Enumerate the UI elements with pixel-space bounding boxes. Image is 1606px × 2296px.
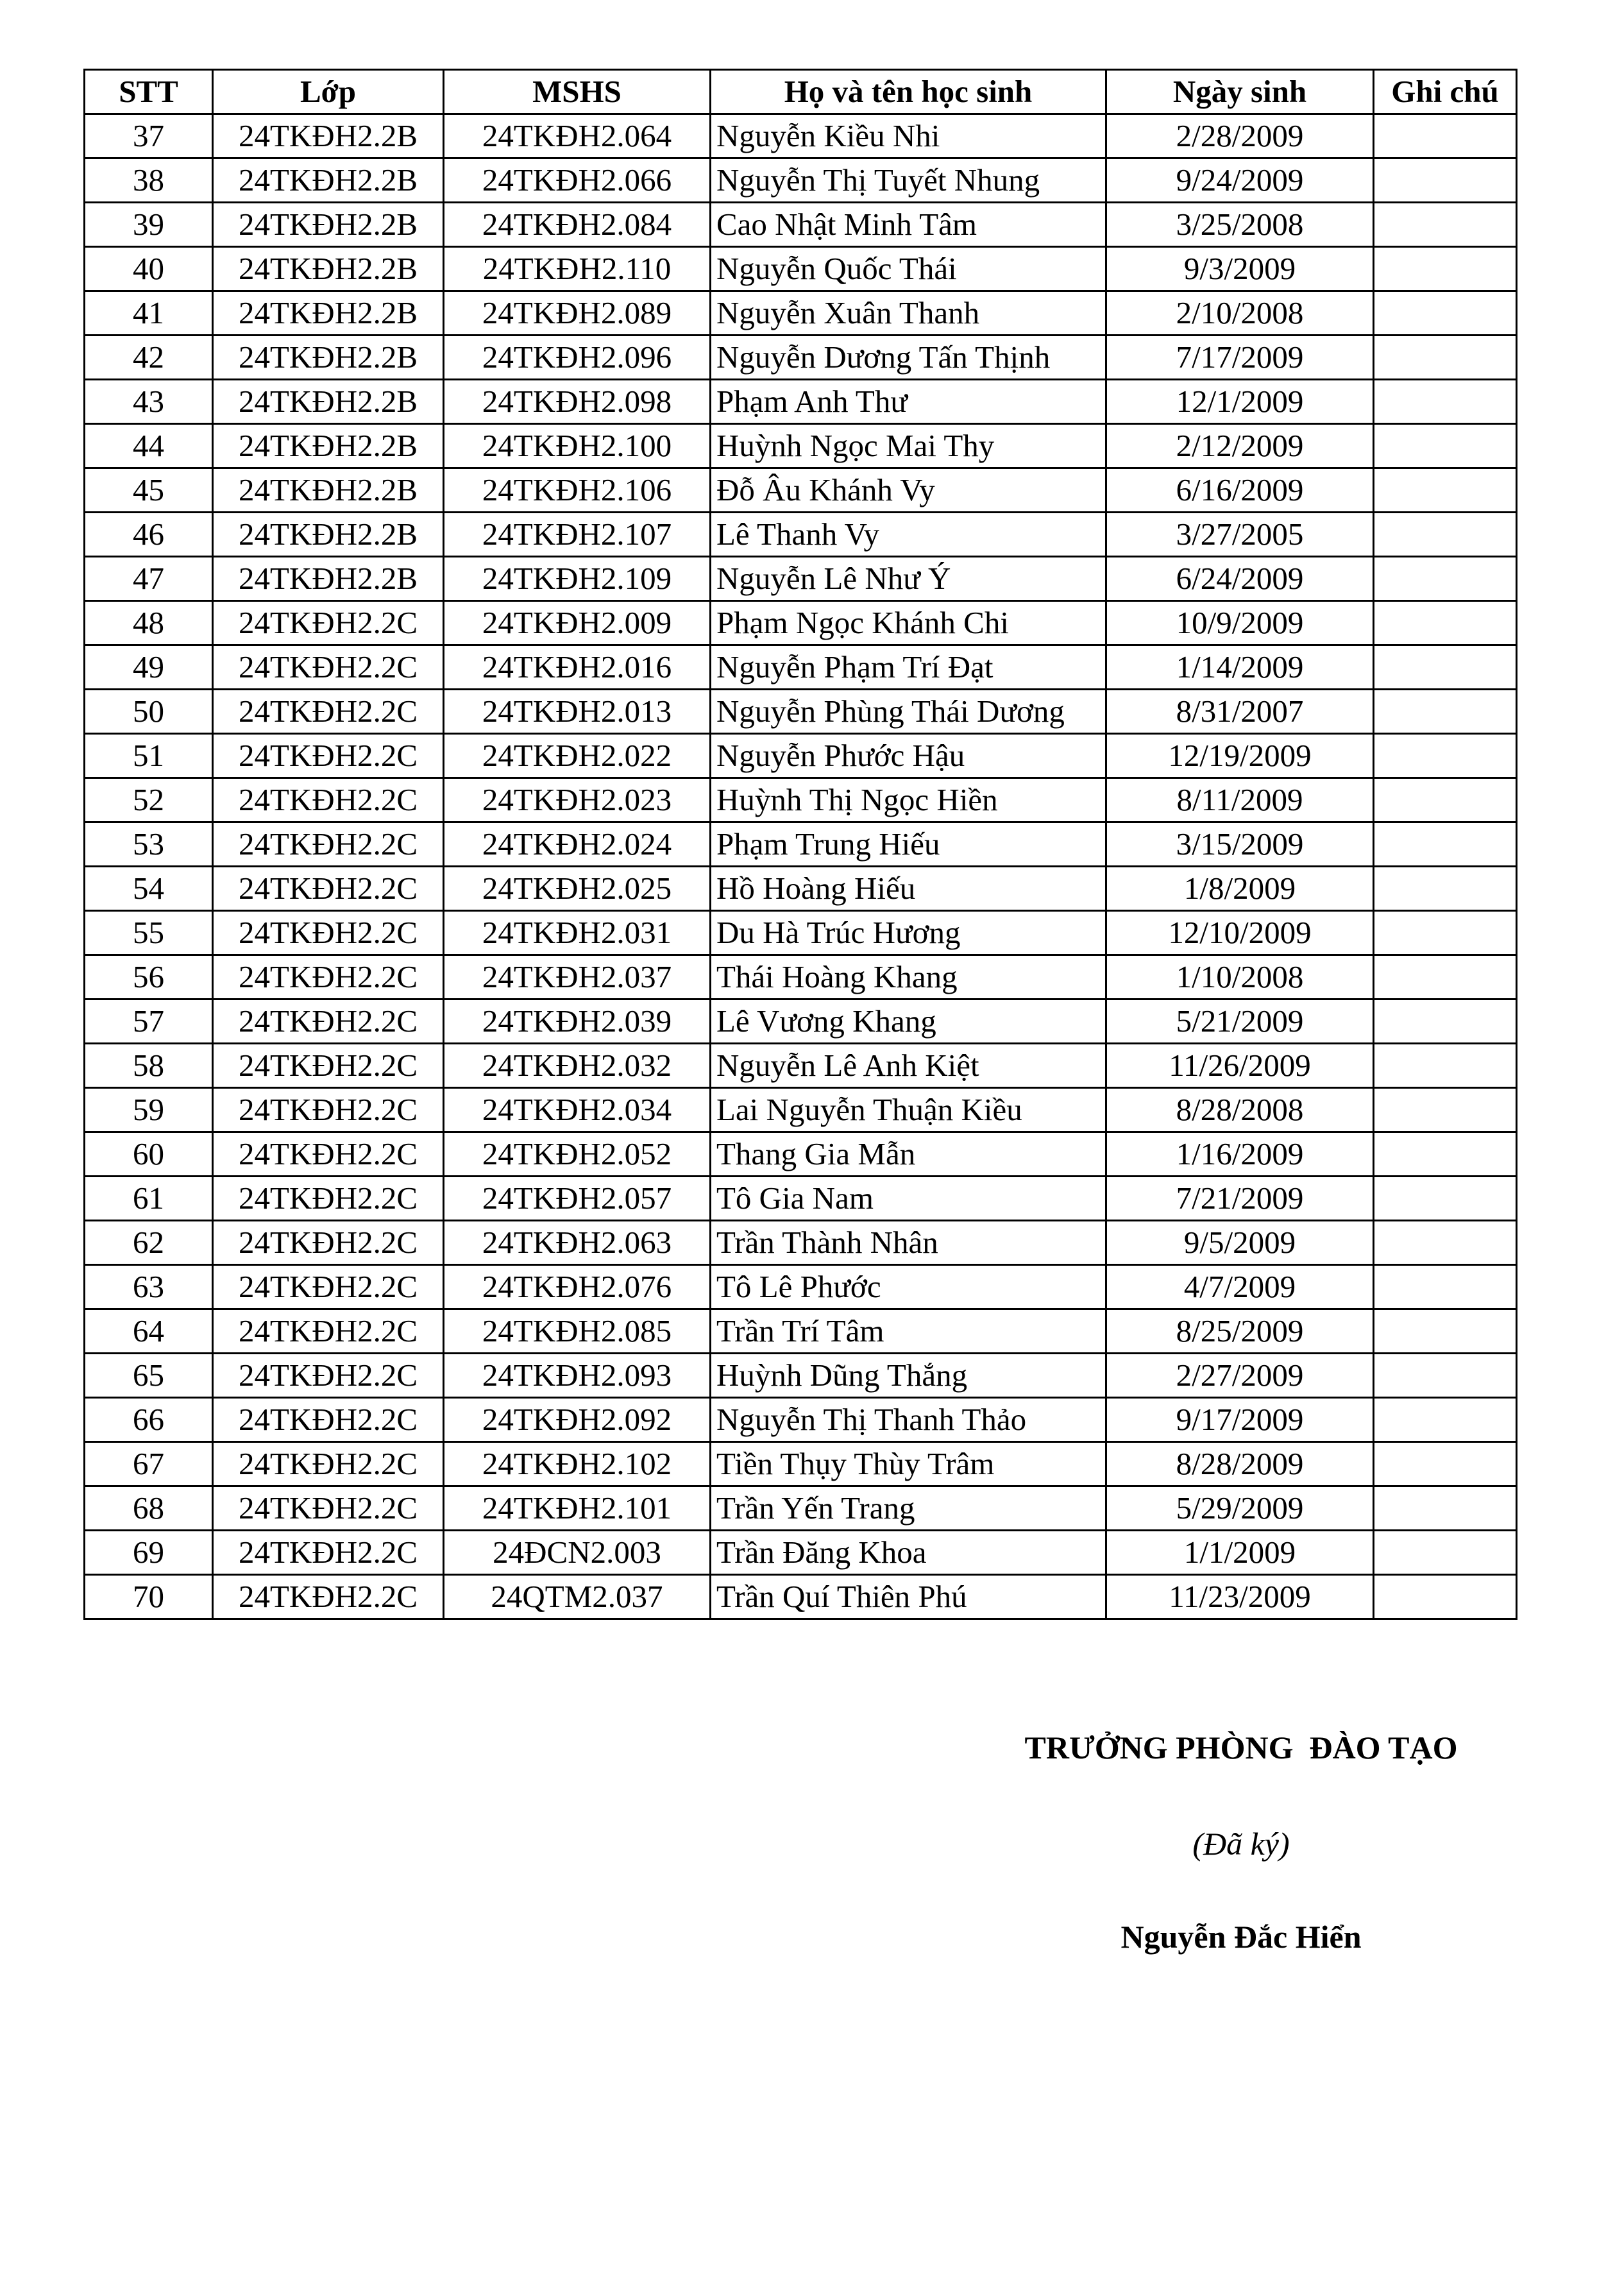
cell-full-name: Nguyễn Lê Anh Kiệt [711, 1044, 1106, 1088]
cell-stt: 54 [85, 867, 213, 911]
cell-student-id: 24TKĐH2.066 [444, 158, 711, 203]
cell-student-id: 24TKĐH2.032 [444, 1044, 711, 1088]
cell-stt: 44 [85, 424, 213, 468]
cell-class: 24TKĐH2.2B [213, 247, 444, 291]
cell-student-id: 24TKĐH2.085 [444, 1309, 711, 1354]
table-header-row [85, 70, 1517, 114]
cell-stt: 40 [85, 247, 213, 291]
cell-student-id: 24TKĐH2.022 [444, 734, 711, 778]
cell-notes [1374, 690, 1517, 734]
table-row [85, 1354, 1517, 1398]
cell-class: 24TKĐH2.2C [213, 1044, 444, 1088]
cell-class: 24TKĐH2.2C [213, 1088, 444, 1132]
cell-birth-date: 6/24/2009 [1106, 557, 1374, 601]
cell-class: 24TKĐH2.2B [213, 424, 444, 468]
table-row [85, 778, 1517, 822]
cell-notes [1374, 513, 1517, 557]
cell-stt: 70 [85, 1575, 213, 1619]
cell-notes [1374, 1221, 1517, 1265]
cell-full-name: Phạm Trung Hiếu [711, 822, 1106, 867]
table-row [85, 690, 1517, 734]
cell-student-id: 24TKĐH2.098 [444, 380, 711, 424]
cell-birth-date: 7/21/2009 [1106, 1177, 1374, 1221]
cell-student-id: 24QTM2.037 [444, 1575, 711, 1619]
cell-student-id: 24TKĐH2.092 [444, 1398, 711, 1442]
cell-stt: 51 [85, 734, 213, 778]
cell-notes [1374, 867, 1517, 911]
cell-stt: 52 [85, 778, 213, 822]
cell-notes [1374, 1575, 1517, 1619]
cell-birth-date: 9/24/2009 [1106, 158, 1374, 203]
cell-notes [1374, 1177, 1517, 1221]
cell-notes [1374, 336, 1517, 380]
cell-full-name: Nguyễn Dương Tấn Thịnh [711, 336, 1106, 380]
cell-stt: 55 [85, 911, 213, 955]
table-row [85, 114, 1517, 158]
table-row [85, 955, 1517, 999]
cell-birth-date: 8/28/2009 [1106, 1442, 1374, 1486]
cell-student-id: 24TKĐH2.024 [444, 822, 711, 867]
cell-student-id: 24TKĐH2.013 [444, 690, 711, 734]
cell-student-id: 24TKĐH2.037 [444, 955, 711, 999]
cell-stt: 65 [85, 1354, 213, 1398]
cell-birth-date: 4/7/2009 [1106, 1265, 1374, 1309]
table-row [85, 513, 1517, 557]
cell-class: 24TKĐH2.2B [213, 557, 444, 601]
table-row [85, 601, 1517, 645]
cell-full-name: Phạm Ngọc Khánh Chi [711, 601, 1106, 645]
cell-student-id: 24TKĐH2.076 [444, 1265, 711, 1309]
signature-title: TRƯỞNG PHÒNG ĐÀO TẠO [1024, 1730, 1458, 1765]
table-row [85, 1177, 1517, 1221]
table-row [85, 380, 1517, 424]
cell-notes [1374, 645, 1517, 690]
cell-birth-date: 11/23/2009 [1106, 1575, 1374, 1619]
cell-birth-date: 10/9/2009 [1106, 601, 1374, 645]
table-row [85, 1309, 1517, 1354]
cell-stt: 41 [85, 291, 213, 336]
cell-class: 24TKĐH2.2C [213, 1398, 444, 1442]
cell-student-id: 24TKĐH2.109 [444, 557, 711, 601]
cell-student-id: 24TKĐH2.107 [444, 513, 711, 557]
cell-birth-date: 12/19/2009 [1106, 734, 1374, 778]
cell-full-name: Trần Trí Tâm [711, 1309, 1106, 1354]
table-row [85, 645, 1517, 690]
cell-birth-date: 5/21/2009 [1106, 999, 1374, 1044]
cell-full-name: Nguyễn Phùng Thái Dương [711, 690, 1106, 734]
cell-stt: 62 [85, 1221, 213, 1265]
cell-birth-date: 2/10/2008 [1106, 291, 1374, 336]
table-row [85, 911, 1517, 955]
cell-class: 24TKĐH2.2B [213, 468, 444, 513]
cell-student-id: 24TKĐH2.093 [444, 1354, 711, 1398]
cell-birth-date: 12/1/2009 [1106, 380, 1374, 424]
cell-student-id: 24TKĐH2.039 [444, 999, 711, 1044]
table-row [85, 1442, 1517, 1486]
cell-birth-date: 9/5/2009 [1106, 1221, 1374, 1265]
cell-full-name: Tô Lê Phước [711, 1265, 1106, 1309]
cell-student-id: 24TKĐH2.089 [444, 291, 711, 336]
table-row [85, 203, 1517, 247]
cell-full-name: Thái Hoàng Khang [711, 955, 1106, 999]
cell-stt: 39 [85, 203, 213, 247]
cell-student-id: 24ĐCN2.003 [444, 1531, 711, 1575]
table-row [85, 867, 1517, 911]
cell-full-name: Nguyễn Thị Thanh Thảo [711, 1398, 1106, 1442]
table-row [85, 1265, 1517, 1309]
cell-stt: 57 [85, 999, 213, 1044]
cell-full-name: Nguyễn Kiều Nhi [711, 114, 1106, 158]
cell-full-name: Huỳnh Thị Ngọc Hiền [711, 778, 1106, 822]
cell-class: 24TKĐH2.2B [213, 513, 444, 557]
cell-class: 24TKĐH2.2C [213, 778, 444, 822]
cell-notes [1374, 247, 1517, 291]
cell-notes [1374, 203, 1517, 247]
cell-student-id: 24TKĐH2.100 [444, 424, 711, 468]
signed-note: (Đã ký) [1192, 1826, 1290, 1862]
cell-birth-date: 6/16/2009 [1106, 468, 1374, 513]
cell-class: 24TKĐH2.2C [213, 1354, 444, 1398]
cell-full-name: Lai Nguyễn Thuận Kiều [711, 1088, 1106, 1132]
cell-class: 24TKĐH2.2B [213, 203, 444, 247]
header-full-name: Họ và tên học sinh [711, 70, 1106, 114]
cell-stt: 49 [85, 645, 213, 690]
cell-class: 24TKĐH2.2B [213, 336, 444, 380]
cell-student-id: 24TKĐH2.009 [444, 601, 711, 645]
cell-student-id: 24TKĐH2.101 [444, 1486, 711, 1531]
cell-class: 24TKĐH2.2C [213, 911, 444, 955]
cell-student-id: 24TKĐH2.102 [444, 1442, 711, 1486]
table-row [85, 1486, 1517, 1531]
cell-birth-date: 9/17/2009 [1106, 1398, 1374, 1442]
cell-birth-date: 8/11/2009 [1106, 778, 1374, 822]
cell-full-name: Hồ Hoàng Hiếu [711, 867, 1106, 911]
cell-birth-date: 1/14/2009 [1106, 645, 1374, 690]
cell-student-id: 24TKĐH2.063 [444, 1221, 711, 1265]
table-row [85, 999, 1517, 1044]
table-row [85, 468, 1517, 513]
cell-notes [1374, 1354, 1517, 1398]
cell-notes [1374, 1442, 1517, 1486]
cell-stt: 37 [85, 114, 213, 158]
cell-class: 24TKĐH2.2C [213, 1442, 444, 1486]
cell-birth-date: 3/25/2008 [1106, 203, 1374, 247]
header-class: Lớp [213, 70, 444, 114]
cell-class: 24TKĐH2.2C [213, 1177, 444, 1221]
cell-birth-date: 12/10/2009 [1106, 911, 1374, 955]
cell-class: 24TKĐH2.2C [213, 999, 444, 1044]
cell-student-id: 24TKĐH2.057 [444, 1177, 711, 1221]
cell-notes [1374, 1044, 1517, 1088]
cell-class: 24TKĐH2.2C [213, 1132, 444, 1177]
cell-full-name: Nguyễn Thị Tuyết Nhung [711, 158, 1106, 203]
table-row [85, 822, 1517, 867]
cell-notes [1374, 1088, 1517, 1132]
cell-birth-date: 5/29/2009 [1106, 1486, 1374, 1531]
student-list-table [83, 69, 1517, 1620]
cell-notes [1374, 557, 1517, 601]
header-birth-date: Ngày sinh [1106, 70, 1374, 114]
cell-birth-date: 1/16/2009 [1106, 1132, 1374, 1177]
cell-notes [1374, 999, 1517, 1044]
cell-birth-date: 3/15/2009 [1106, 822, 1374, 867]
cell-student-id: 24TKĐH2.052 [444, 1132, 711, 1177]
cell-student-id: 24TKĐH2.064 [444, 114, 711, 158]
cell-class: 24TKĐH2.2C [213, 1221, 444, 1265]
table-row [85, 734, 1517, 778]
cell-full-name: Trần Yến Trang [711, 1486, 1106, 1531]
table-row [85, 1132, 1517, 1177]
cell-notes [1374, 778, 1517, 822]
cell-notes [1374, 468, 1517, 513]
cell-class: 24TKĐH2.2C [213, 1575, 444, 1619]
cell-birth-date: 8/25/2009 [1106, 1309, 1374, 1354]
cell-student-id: 24TKĐH2.025 [444, 867, 711, 911]
cell-class: 24TKĐH2.2B [213, 380, 444, 424]
cell-stt: 53 [85, 822, 213, 867]
cell-stt: 64 [85, 1309, 213, 1354]
cell-stt: 63 [85, 1265, 213, 1309]
table-row [85, 158, 1517, 203]
cell-full-name: Trần Đăng Khoa [711, 1531, 1106, 1575]
cell-class: 24TKĐH2.2B [213, 114, 444, 158]
cell-stt: 43 [85, 380, 213, 424]
header-notes: Ghi chú [1374, 70, 1517, 114]
cell-class: 24TKĐH2.2C [213, 690, 444, 734]
cell-full-name: Đỗ Âu Khánh Vy [711, 468, 1106, 513]
cell-notes [1374, 601, 1517, 645]
cell-student-id: 24TKĐH2.096 [444, 336, 711, 380]
cell-stt: 60 [85, 1132, 213, 1177]
cell-notes [1374, 734, 1517, 778]
cell-full-name: Huỳnh Ngọc Mai Thy [711, 424, 1106, 468]
cell-stt: 38 [85, 158, 213, 203]
header-stt: STT [85, 70, 213, 114]
cell-notes [1374, 1132, 1517, 1177]
cell-class: 24TKĐH2.2C [213, 734, 444, 778]
cell-stt: 69 [85, 1531, 213, 1575]
cell-stt: 47 [85, 557, 213, 601]
cell-full-name: Nguyễn Quốc Thái [711, 247, 1106, 291]
cell-stt: 67 [85, 1442, 213, 1486]
cell-student-id: 24TKĐH2.016 [444, 645, 711, 690]
cell-full-name: Nguyễn Phạm Trí Đạt [711, 645, 1106, 690]
cell-birth-date: 8/28/2008 [1106, 1088, 1374, 1132]
cell-stt: 50 [85, 690, 213, 734]
cell-class: 24TKĐH2.2C [213, 1531, 444, 1575]
table-body [85, 114, 1517, 1619]
cell-student-id: 24TKĐH2.034 [444, 1088, 711, 1132]
cell-notes [1374, 1531, 1517, 1575]
cell-birth-date: 2/28/2009 [1106, 114, 1374, 158]
cell-notes [1374, 424, 1517, 468]
cell-class: 24TKĐH2.2C [213, 645, 444, 690]
table-row [85, 557, 1517, 601]
cell-class: 24TKĐH2.2C [213, 822, 444, 867]
cell-birth-date: 7/17/2009 [1106, 336, 1374, 380]
cell-birth-date: 2/12/2009 [1106, 424, 1374, 468]
cell-birth-date: 8/31/2007 [1106, 690, 1374, 734]
cell-notes [1374, 380, 1517, 424]
cell-full-name: Phạm Anh Thư [711, 380, 1106, 424]
cell-full-name: Huỳnh Dũng Thắng [711, 1354, 1106, 1398]
cell-birth-date: 11/26/2009 [1106, 1044, 1374, 1088]
cell-full-name: Du Hà Trúc Hương [711, 911, 1106, 955]
cell-stt: 42 [85, 336, 213, 380]
cell-full-name: Tiền Thụy Thùy Trâm [711, 1442, 1106, 1486]
cell-notes [1374, 1265, 1517, 1309]
cell-notes [1374, 955, 1517, 999]
cell-class: 24TKĐH2.2C [213, 955, 444, 999]
cell-stt: 45 [85, 468, 213, 513]
table-row [85, 1044, 1517, 1088]
cell-student-id: 24TKĐH2.106 [444, 468, 711, 513]
cell-class: 24TKĐH2.2C [213, 1486, 444, 1531]
cell-student-id: 24TKĐH2.110 [444, 247, 711, 291]
cell-notes [1374, 158, 1517, 203]
cell-class: 24TKĐH2.2C [213, 1265, 444, 1309]
cell-full-name: Trần Quí Thiên Phú [711, 1575, 1106, 1619]
cell-stt: 58 [85, 1044, 213, 1088]
cell-stt: 56 [85, 955, 213, 999]
cell-full-name: Trần Thành Nhân [711, 1221, 1106, 1265]
table-row [85, 1088, 1517, 1132]
table-row [85, 247, 1517, 291]
cell-full-name: Lê Vương Khang [711, 999, 1106, 1044]
cell-full-name: Tô Gia Nam [711, 1177, 1106, 1221]
cell-notes [1374, 114, 1517, 158]
cell-full-name: Nguyễn Phước Hậu [711, 734, 1106, 778]
cell-stt: 59 [85, 1088, 213, 1132]
cell-notes [1374, 1309, 1517, 1354]
cell-notes [1374, 1398, 1517, 1442]
table-row [85, 291, 1517, 336]
cell-student-id: 24TKĐH2.023 [444, 778, 711, 822]
cell-stt: 66 [85, 1398, 213, 1442]
cell-birth-date: 2/27/2009 [1106, 1354, 1374, 1398]
cell-stt: 61 [85, 1177, 213, 1221]
table-row [85, 424, 1517, 468]
cell-full-name: Nguyễn Lê Như Ý [711, 557, 1106, 601]
cell-class: 24TKĐH2.2C [213, 867, 444, 911]
cell-class: 24TKĐH2.2B [213, 158, 444, 203]
cell-full-name: Thang Gia Mẫn [711, 1132, 1106, 1177]
signer-name: Nguyễn Đắc Hiển [1120, 1919, 1362, 1955]
cell-full-name: Nguyễn Xuân Thanh [711, 291, 1106, 336]
table-row [85, 336, 1517, 380]
cell-notes [1374, 1486, 1517, 1531]
cell-stt: 48 [85, 601, 213, 645]
cell-class: 24TKĐH2.2C [213, 1309, 444, 1354]
cell-notes [1374, 911, 1517, 955]
cell-birth-date: 1/10/2008 [1106, 955, 1374, 999]
cell-class: 24TKĐH2.2B [213, 291, 444, 336]
cell-stt: 68 [85, 1486, 213, 1531]
cell-birth-date: 1/8/2009 [1106, 867, 1374, 911]
cell-birth-date: 3/27/2005 [1106, 513, 1374, 557]
table-row [85, 1221, 1517, 1265]
cell-birth-date: 9/3/2009 [1106, 247, 1374, 291]
cell-full-name: Lê Thanh Vy [711, 513, 1106, 557]
cell-notes [1374, 291, 1517, 336]
cell-student-id: 24TKĐH2.031 [444, 911, 711, 955]
cell-full-name: Cao Nhật Minh Tâm [711, 203, 1106, 247]
table-row [85, 1575, 1517, 1619]
cell-notes [1374, 822, 1517, 867]
header-student-id: MSHS [444, 70, 711, 114]
cell-class: 24TKĐH2.2C [213, 601, 444, 645]
table-row [85, 1398, 1517, 1442]
table-row [85, 1531, 1517, 1575]
cell-student-id: 24TKĐH2.084 [444, 203, 711, 247]
cell-stt: 46 [85, 513, 213, 557]
cell-birth-date: 1/1/2009 [1106, 1531, 1374, 1575]
